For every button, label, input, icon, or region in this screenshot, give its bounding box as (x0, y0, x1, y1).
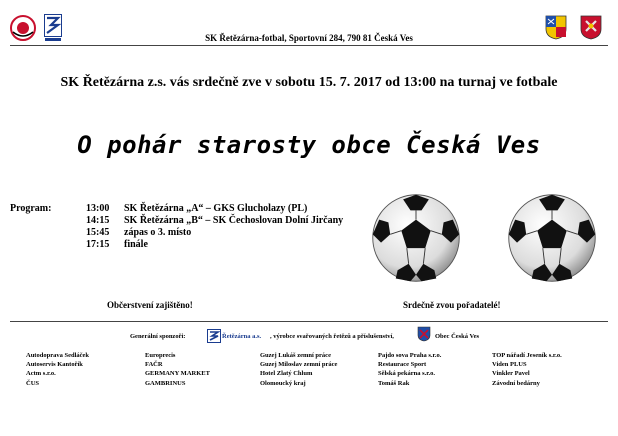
sponsor-item: ČUS (26, 379, 40, 387)
sponsors-divider (10, 321, 608, 322)
sponsor-item: Autodoprava Sedláček (26, 352, 90, 359)
invitation-text: SK Řetězárna z.s. vás srdečně zve v sobotu 15. 7. 2017 od 13:00 na turnaj ve fotbale (60, 75, 558, 90)
sponsor-column (260, 351, 337, 388)
sponsor-item: Guzej Lukáš zemní práce (260, 352, 331, 359)
program-time: 17:15 (86, 239, 110, 250)
tournament-title: O pohár starosty obce Česká Ves (77, 131, 541, 159)
football-image (370, 192, 462, 284)
sponsor-item: GERMANY MARKET (145, 370, 210, 378)
sponsor-item: FAČR (145, 361, 163, 369)
program-item (86, 215, 343, 227)
sponsor-item: Actm s.r.o. (26, 370, 56, 378)
sponsor-item: Tomáš Rak (378, 379, 410, 387)
sponsor-item: Guzej Miloslav zemní práce (260, 361, 338, 369)
program-item (86, 227, 343, 239)
municipality-crest-icon (580, 15, 602, 40)
obec-sponsor-name: Obec Česká Ves (435, 333, 480, 340)
sponsor-item: Sělská pekárna s.r.o. (378, 370, 436, 378)
sponsor-item: Vinkler Pavel (492, 370, 530, 378)
sponsor-item: Olomoucký kraj (260, 379, 306, 387)
program-label: Program: (10, 203, 52, 214)
sponsor-item: Europrecis (145, 352, 176, 359)
sponsor-item: Viden PLUS (492, 361, 527, 369)
program-item (86, 239, 343, 251)
retezarna-sponsor-name: Řetězárna a.s. (222, 333, 262, 340)
program-time: 13:00 (86, 203, 110, 214)
retezarna-logo-icon (207, 329, 221, 343)
organizers-greeting: Srdečně zvou pořadatelé! (403, 300, 501, 310)
sponsor-column (145, 351, 210, 388)
program-time: 14:15 (86, 215, 110, 226)
header-address: SK Řetězárna-fotbal, Sportovní 284, 790 81 Česká Ves (205, 33, 413, 43)
general-sponsors-label: Generální sponzoři: (130, 333, 186, 340)
sponsor-item: Závodní bedárny (492, 379, 540, 387)
program-match: SK Řetězárna „A“ – GKS Glucholazy (PL) (124, 203, 308, 214)
program-match: SK Řetězárna „B“ – SK Čechoslovan Dolní Jirčany (124, 215, 344, 226)
program-match: finále (124, 239, 148, 250)
sponsor-item: Hotel Zlatý Chlum (260, 370, 313, 378)
retezarna-description: , výrobce svařovaných řetězů a příslušenství, (270, 333, 394, 340)
program-list (86, 203, 343, 251)
sponsor-item: Restaurace Sport (378, 361, 427, 369)
sponsor-column (378, 351, 441, 388)
football-image (506, 192, 598, 284)
program-time: 15:45 (86, 227, 110, 238)
sponsor-item: TOP nářadí Jeseník s.r.o. (492, 352, 562, 359)
sponsor-column (26, 351, 89, 388)
sponsor-item: Pajdo sova Praha s.r.o. (378, 352, 442, 359)
region-crest-icon (545, 15, 567, 40)
obec-crest-icon (417, 326, 431, 342)
program-item (86, 203, 343, 215)
sponsor-column (492, 351, 562, 388)
sponsor-item: Autoservis Kantořík (26, 361, 83, 369)
refreshments-note: Občerstvení zajištěno! (107, 300, 193, 310)
sponsor-item: GAMBRINUS (145, 379, 186, 387)
program-match: zápas o 3. místo (124, 227, 192, 238)
header-divider (10, 45, 608, 46)
